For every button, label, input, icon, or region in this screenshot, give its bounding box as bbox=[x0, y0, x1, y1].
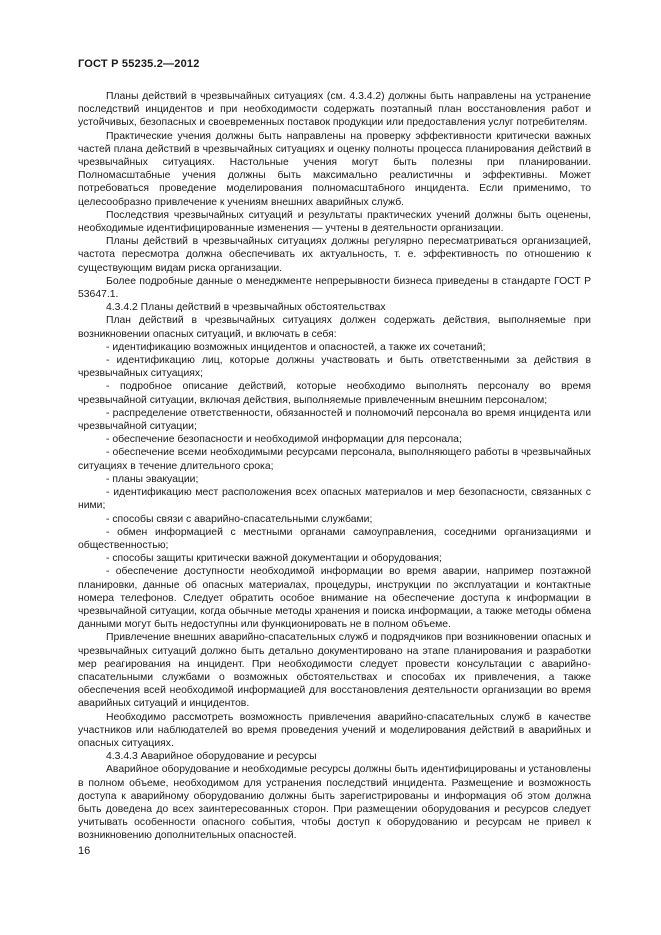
body-text bbox=[78, 90, 591, 843]
paragraph: Планы действий в чрезвычайных ситуациях (см. 4.3.4.2) должны быть направлены на устранение последствий инцидентов и при необходимости содержать поэтапный план восстановления работ и устойчивых, безопасных и своевременных поставок продукции или предоставления услуг потребителям. bbox=[78, 91, 591, 129]
list-item: - обеспечение доступности необходимой информации во время аварии, например поэтажной планировки, данные об опасных материалах, процедуры, инструкции по эксплуатации и контактные номера телефонов. Следует обратить особое внимание на обеспечение доступа к информации в чрезвычайной ситуации, когда обычные методы хранения и поиска информации, а также методы обмена данными могут быть недоступны или функционировать не в полном объеме. bbox=[78, 566, 591, 631]
section-heading: 4.3.4.3 Аварийное оборудование и ресурсы bbox=[106, 751, 317, 763]
list-item: - способы связи с аварийно-спасательными службами; bbox=[106, 513, 373, 525]
list-item: - обеспечение всеми необходимыми ресурсами персонала, выполняющего работы в чрезвычайных ситуациях в течение длительного срока; bbox=[78, 447, 591, 472]
list-item: - подробное описание действий, которые необходимо выполнять персоналу во время чрезвычайной ситуации, включая действия, выполняемые привлеченным внешним персоналом; bbox=[78, 381, 591, 406]
paragraph: Практические учения должны быть направлены на проверку эффективности критически важных частей плана действий в чрезвычайных ситуациях и оценку полноты процесса планирования действий в чрезвычайных ситуациях. Настольные учения могут быть полезны при планировании. Полномасштабные учения должны быть максимально реалистичны и эффективны. Может потребоваться проведение моделирования полномасштабного инцидента. Если применимо, то целесообразно привлечение к учениям внешних аварийных служб. bbox=[78, 130, 591, 208]
list-item: - обмен информацией с местными органами самоуправления, соседними организациями и общественностью; bbox=[78, 526, 591, 551]
page-number: 16 bbox=[78, 845, 91, 857]
list-item: - планы эвакуации; bbox=[106, 473, 199, 485]
paragraph: Более подробные данные о менеджменте непрерывности бизнеса приведены в стандарте ГОСТ Р 53647.1. bbox=[78, 275, 591, 301]
paragraph: Планы действий в чрезвычайных ситуациях должны регулярно пересматриваться организацией, частота пересмотра должна обеспечивать их актуальность, т. е. эффективность по отношению к существующим видам риска организации. bbox=[78, 236, 591, 274]
paragraph: Необходимо рассмотреть возможность привлечения аварийно-спасательных служб в качестве участников или наблюдателей во время проведения учений и моделирования действий в аварийных и опасных ситуациях. bbox=[78, 711, 591, 749]
document-header: ГОСТ Р 55235.2—2012 bbox=[78, 58, 200, 70]
paragraph: Привлечение внешних аварийно-спасательных служб и подрядчиков при возникновении опасных и чрезвычайных ситуаций должно быть детально документировано на этапе планирования и разработки мер реагирования на инцидент. При необходимости следует провести консультации с аварийно-спасательными службами о возможных обстоятельствах и способах их привлечения, а также обеспечения всей необходимой информацией для восстановления деятельности организации во время аварийных ситуаций и инцидентов. bbox=[78, 632, 591, 710]
list-item: - обеспечение безопасности и необходимой информации для персонала; bbox=[106, 434, 462, 446]
paragraph: Последствия чрезвычайных ситуаций и результаты практических учений должны быть оценены, необходимые идентифицированные изменения — учтены в деятельности организации. bbox=[78, 209, 591, 235]
list-item: - идентификацию возможных инцидентов и опасностей, а также их сочетаний; bbox=[106, 341, 486, 353]
list-item: - идентификацию лиц, которые должны участвовать и быть ответственными за действия в чрезвычайных ситуациях; bbox=[78, 355, 591, 380]
list-item: - способы защиты критически важной документации и оборудования; bbox=[106, 553, 442, 565]
paragraph: Аварийное оборудование и необходимые ресурсы должны быть идентифицированы и установлены в полном объеме, необходимом для устранения последствий инцидента. Размещение и возможность доступа к аварийному оборудованию должны быть зарегистрированы и информация об этом должна быть доведена до всех заинтересованных сторон. При размещении оборудования и ресурсов следует учитывать особенности опасного события, чтобы доступ к оборудованию и ресурсам не привел к возникновению дополнительных опасностей. bbox=[78, 764, 591, 842]
list-item: - распределение ответственности, обязанностей и полномочий персонала во время инцидента или чрезвычайной ситуации; bbox=[78, 407, 591, 433]
section-heading: 4.3.4.2 Планы действий в чрезвычайных обстоятельствах bbox=[106, 302, 386, 314]
paragraph: План действий в чрезвычайных ситуациях должен содержать действия, выполняемые при возникновении опасных ситуаций, и включать в себя: bbox=[78, 315, 591, 340]
list-item: - идентификацию мест расположения всех опасных материалов и мер безопасности, связанных с ними; bbox=[78, 487, 591, 512]
